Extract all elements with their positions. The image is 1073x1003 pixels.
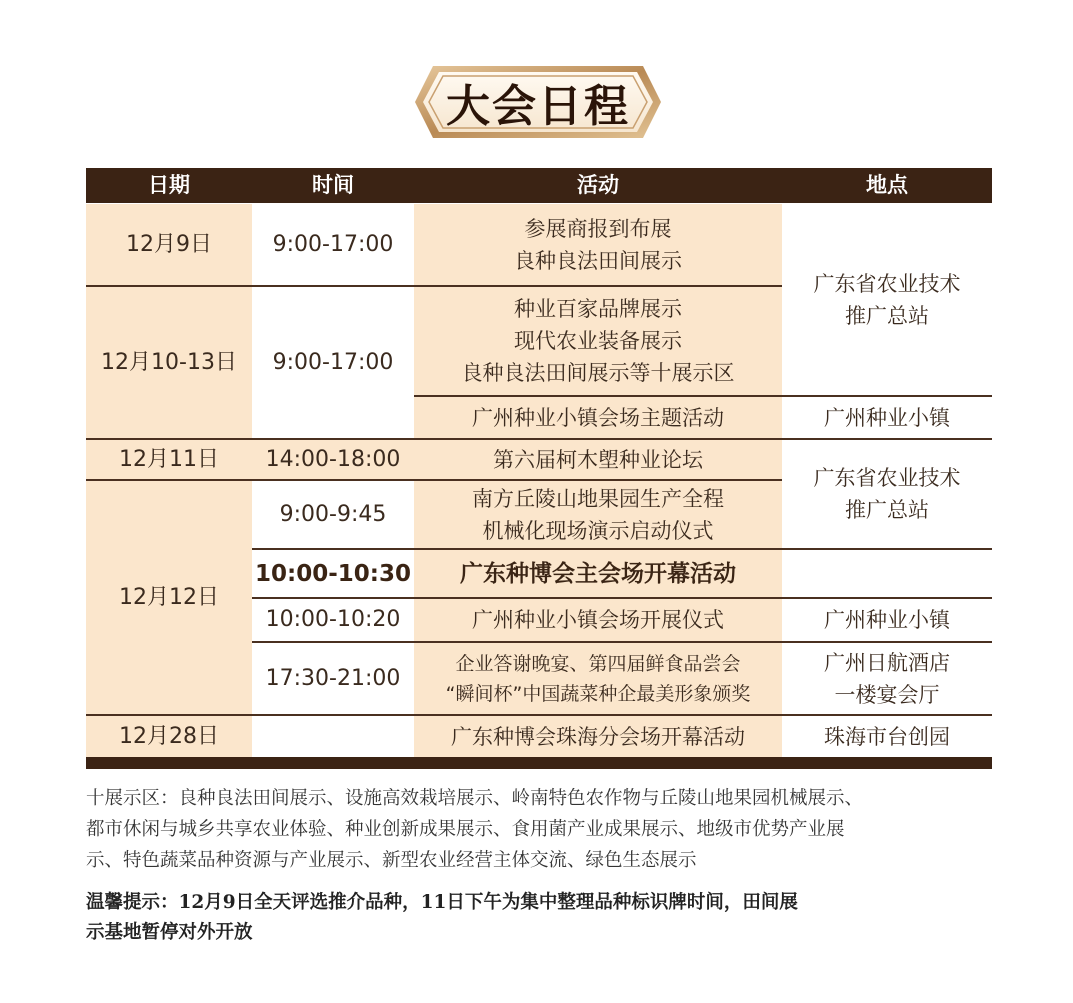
- header-activity: 活动: [577, 173, 619, 197]
- location-cell: 广州种业小镇: [824, 405, 950, 430]
- activity-cell: 广东种博会珠海分会场开幕活动: [451, 724, 745, 749]
- activity-cell: 广州种业小镇会场开展仪式: [472, 608, 724, 632]
- time-cell: 9:00-9:45: [279, 501, 387, 527]
- tip-line: 温馨提示：12月9日全天评选推介品种，11日下午为集中整理品种标识牌时间，田间展: [86, 892, 798, 913]
- location-cell: 广州种业小镇: [824, 608, 950, 632]
- location-cell: 广州日航酒店 一楼宴会厅: [824, 650, 950, 707]
- header-location: 地点: [866, 173, 908, 197]
- activity-cell: 参展商报到布展 良种良法田间展示: [514, 216, 682, 273]
- date-cell: 12月11日: [119, 446, 219, 472]
- time-cell: 17:30-21:00: [265, 665, 401, 691]
- date-cell: 12月12日: [119, 584, 219, 610]
- location-cell: 珠海市台创园: [824, 724, 950, 749]
- notes-line: 十展示区：良种良法田间展示、设施高效栽培展示、岭南特色农作物与丘陵山地果园机械展示、: [86, 788, 864, 809]
- activity-cell: 种业百家品牌展示 现代农业装备展示 良种良法田间展示等十展示区: [461, 297, 735, 385]
- activity-cell: 南方丘陵山地果园生产全程 机械化现场演示启动仪式: [472, 486, 724, 543]
- location-cell: 广东省农业技术 推广总站: [813, 466, 961, 522]
- date-cell: 12月9日: [126, 231, 212, 257]
- location-cell: 广东省农业技术 推广总站: [813, 271, 961, 328]
- time-cell: 9:00-17:00: [272, 349, 394, 375]
- time-cell-highlight: 10:00-10:30: [255, 560, 411, 587]
- title-badge: [413, 64, 663, 140]
- activity-cell-highlight: 广东种博会主会场开幕活动: [460, 560, 736, 587]
- page-title: 大会日程: [446, 81, 630, 132]
- activity-cell: 第六届柯木塱种业论坛: [493, 447, 703, 472]
- tip-line: 示基地暂停对外开放: [86, 922, 253, 943]
- header-time: 时间: [312, 173, 354, 197]
- header-date: 日期: [148, 173, 190, 197]
- table-footer-bar: [86, 757, 992, 769]
- activity-cell: 广州种业小镇会场主题活动: [472, 405, 724, 430]
- date-cell: 12月10-13日: [101, 349, 237, 375]
- schedule-table: [86, 168, 992, 770]
- time-cell: 14:00-18:00: [265, 446, 401, 472]
- time-cell: 9:00-17:00: [272, 231, 394, 257]
- notes-line: 都市休闲与城乡共享农业体验、种业创新成果展示、食用菌产业成果展示、地级市优势产业展: [86, 819, 845, 840]
- activity-cell: 企业答谢晚宴、第四届鲜食品尝会 “瞬间杯”中国蔬菜种企最美形象颁奖: [445, 652, 751, 705]
- time-cell: 10:00-10:20: [265, 607, 401, 632]
- date-cell: 12月28日: [119, 723, 219, 749]
- notes-line: 示、特色蔬菜品种资源与产业展示、新型农业经营主体交流、绿色生态展示: [86, 850, 697, 871]
